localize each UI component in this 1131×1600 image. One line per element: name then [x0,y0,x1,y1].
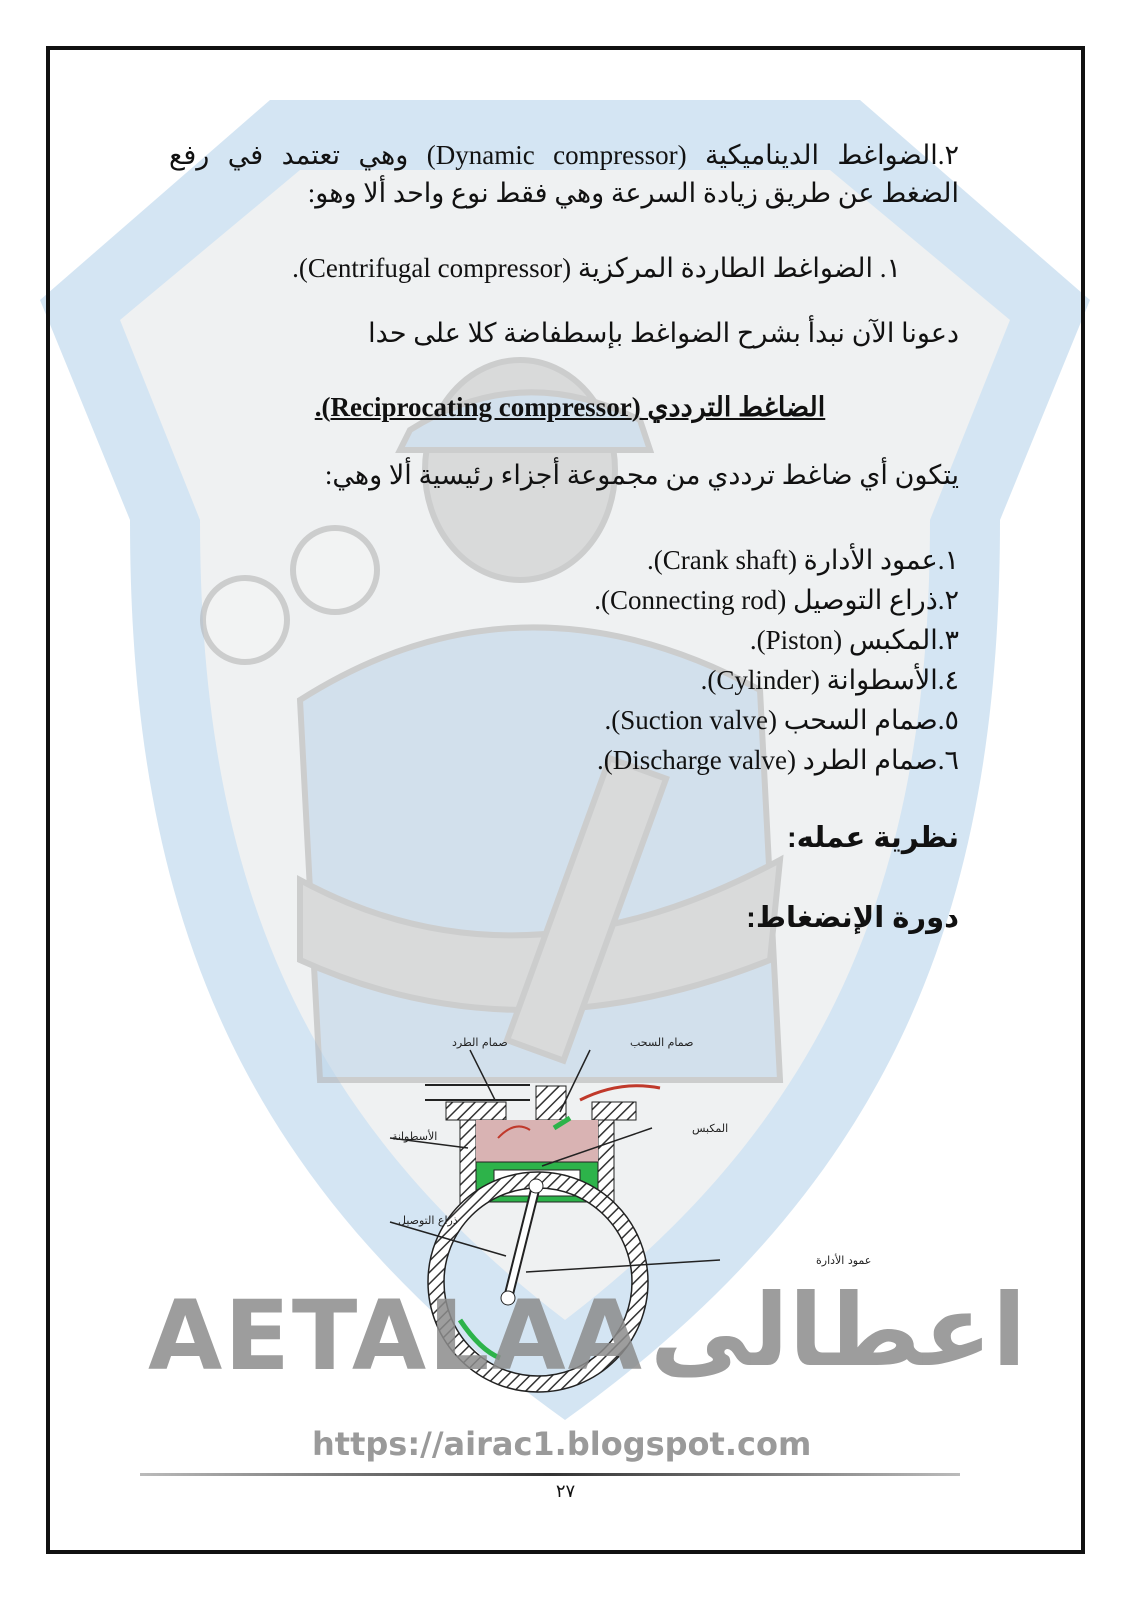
discharge-valve-label: صمام الطرد [452,1036,508,1049]
compression-cycle-heading: دورة الإنضغاط: [746,902,959,934]
watermark-arabic: اعطالى [650,1272,1027,1389]
list-item: ٣.المكبس (Piston). [749,625,959,655]
watermark-latin: AETALAA [148,1280,644,1392]
footer-divider [140,1473,960,1476]
valve-plate-far [592,1102,636,1120]
valve-plate-right [536,1086,566,1120]
suction-valve-label: صمام السحب [630,1036,694,1049]
page-number: ٢٧ [555,1481,576,1501]
dynamic-compressor-paragraph: ٢.الضواغط الديناميكية (Dynamic compressor) وهي تعتمد في رفع الضغط عن طريق زيادة السرعة وهي فقط نوع واحد ألا وهو: [169,140,959,208]
blog-url[interactable]: https://airac1.blogspot.com [312,1425,812,1463]
intro-paragraph: دعونا الآن نبدأ بشرح الضواغط بإسطفاضة كلا على حدا [368,318,959,348]
cylinder-label: الأسطوانة [392,1130,438,1143]
list-item: ٢.ذراع التوصيل (Connecting rod). [594,585,959,615]
piston-label: المكبس [692,1122,729,1135]
crank-shaft-label: عمود الأدارة [816,1254,872,1267]
list-item: ٥.صمام السحب (Suction valve). [604,705,959,735]
reciprocating-compressor-heading: الضاغط الترددي (Reciprocating compressor). [314,392,826,422]
list-item: ٤.الأسطوانة (Cylinder). [700,665,959,695]
list-item: ١.عمود الأدارة (Crank shaft). [646,545,959,575]
compressor-parts-list [594,540,959,780]
connecting-rod-label: ذراع التوصيل [398,1214,458,1227]
valve-plate [446,1102,506,1120]
theory-heading: نظرية عمله: [786,822,959,854]
list-item: ٦.صمام الطرد (Discharge valve). [597,745,959,775]
compression-chamber [476,1120,598,1162]
centrifugal-compressor-item: ١. الضواغط الطاردة المركزية (Centrifugal compressor). [292,253,901,283]
parts-intro-paragraph: يتكون أي ضاغط ترددي من مجموعة أجزاء رئيسية ألا وهي: [324,460,959,490]
